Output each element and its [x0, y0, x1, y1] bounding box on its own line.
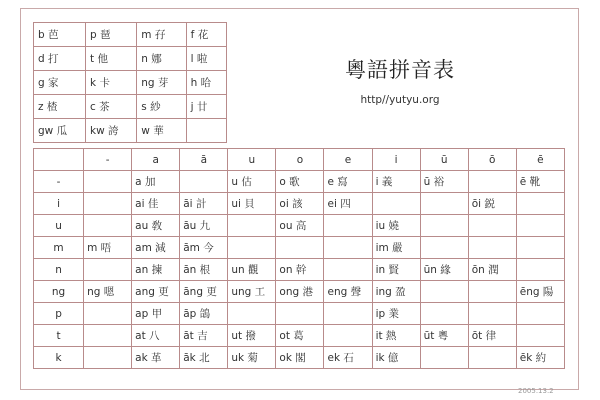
final-header-cell: -: [84, 149, 132, 171]
initial-cell: s 紗: [137, 95, 186, 119]
final-cell: [276, 303, 324, 325]
initial-cell: k 卡: [86, 71, 137, 95]
final-cell: am 減: [132, 237, 180, 259]
final-cell: iu 嬈: [372, 215, 420, 237]
finals-row: [34, 171, 565, 193]
final-cell: ōi 鋭: [468, 193, 516, 215]
final-cell: [516, 303, 564, 325]
final-cell: au 敎: [132, 215, 180, 237]
final-cell: [420, 347, 468, 369]
initial-cell: l 啦: [186, 47, 226, 71]
final-cell: i 義: [372, 171, 420, 193]
final-cell: un 觀: [228, 259, 276, 281]
final-cell: [324, 303, 372, 325]
final-cell: āu 九: [180, 215, 228, 237]
initial-cell: c 茶: [86, 95, 137, 119]
final-row-label: m: [34, 237, 84, 259]
final-cell: [84, 347, 132, 369]
final-row-label: i: [34, 193, 84, 215]
final-header-cell: i: [372, 149, 420, 171]
final-cell: [420, 215, 468, 237]
final-cell: āp 鴿: [180, 303, 228, 325]
final-cell: āi 計: [180, 193, 228, 215]
initial-cell: g 家: [34, 71, 86, 95]
final-cell: [228, 215, 276, 237]
finals-row: [34, 347, 565, 369]
final-cell: ōn 潤: [468, 259, 516, 281]
final-cell: m 唔: [84, 237, 132, 259]
final-cell: at 八: [132, 325, 180, 347]
final-cell: ei 四: [324, 193, 372, 215]
final-cell: [180, 171, 228, 193]
finals-row: [34, 193, 565, 215]
final-cell: [420, 303, 468, 325]
final-cell: ai 佳: [132, 193, 180, 215]
final-cell: [420, 237, 468, 259]
final-cell: u 估: [228, 171, 276, 193]
initial-cell: [186, 119, 226, 143]
final-cell: ik 億: [372, 347, 420, 369]
finals-row: [34, 281, 565, 303]
final-cell: uk 菊: [228, 347, 276, 369]
final-row-label: k: [34, 347, 84, 369]
initials-row: [34, 95, 227, 119]
final-cell: ōt 律: [468, 325, 516, 347]
final-cell: [84, 259, 132, 281]
final-cell: ak 革: [132, 347, 180, 369]
final-header-cell: ē: [516, 149, 564, 171]
final-row-label: ng: [34, 281, 84, 303]
final-row-label: n: [34, 259, 84, 281]
final-cell: ān 根: [180, 259, 228, 281]
final-cell: [516, 215, 564, 237]
initials-row: [34, 23, 227, 47]
initial-cell: w 華: [137, 119, 186, 143]
final-cell: ū 裕: [420, 171, 468, 193]
final-cell: [324, 325, 372, 347]
final-row-label: -: [34, 171, 84, 193]
initials-table: [33, 22, 227, 143]
final-cell: oi 該: [276, 193, 324, 215]
date-footnote: 2005.13.2: [518, 387, 554, 395]
finals-table: [33, 148, 565, 369]
final-cell: ēng 陽: [516, 281, 564, 303]
final-cell: [468, 171, 516, 193]
final-cell: [324, 237, 372, 259]
final-cell: ot 葛: [276, 325, 324, 347]
final-cell: a 加: [132, 171, 180, 193]
final-cell: [516, 237, 564, 259]
initial-cell: j 廿: [186, 95, 226, 119]
initial-cell: m 孖: [137, 23, 186, 47]
final-cell: [516, 259, 564, 281]
final-cell: [516, 325, 564, 347]
final-cell: ām 今: [180, 237, 228, 259]
initial-cell: f 花: [186, 23, 226, 47]
final-cell: it 熱: [372, 325, 420, 347]
initial-cell: ng 芽: [137, 71, 186, 95]
page-title: 粵語拼音表: [345, 58, 455, 82]
final-header-cell: [34, 149, 84, 171]
final-cell: [468, 237, 516, 259]
site-url: http//yutyu.org: [360, 94, 440, 106]
final-cell: [372, 193, 420, 215]
final-cell: on 幹: [276, 259, 324, 281]
final-cell: [468, 303, 516, 325]
initial-cell: p 琶: [86, 23, 137, 47]
final-cell: ūn 緣: [420, 259, 468, 281]
final-cell: [228, 303, 276, 325]
final-header-cell: ā: [180, 149, 228, 171]
final-cell: ap 甲: [132, 303, 180, 325]
final-cell: ut 撥: [228, 325, 276, 347]
final-header-cell: a: [132, 149, 180, 171]
final-cell: ou 高: [276, 215, 324, 237]
final-cell: [324, 215, 372, 237]
initial-cell: t 他: [86, 47, 137, 71]
final-cell: ek 石: [324, 347, 372, 369]
final-cell: [84, 193, 132, 215]
final-cell: [468, 347, 516, 369]
final-cell: ing 盈: [372, 281, 420, 303]
finals-row: [34, 237, 565, 259]
finals-row: [34, 259, 565, 281]
final-cell: ē 靴: [516, 171, 564, 193]
finals-row: [34, 303, 565, 325]
final-cell: [420, 281, 468, 303]
final-cell: [420, 193, 468, 215]
finals-row: [34, 215, 565, 237]
final-cell: ong 港: [276, 281, 324, 303]
final-cell: eng 聲: [324, 281, 372, 303]
final-cell: ung 工: [228, 281, 276, 303]
final-cell: o 歌: [276, 171, 324, 193]
initials-row: [34, 47, 227, 71]
final-header-cell: ū: [420, 149, 468, 171]
final-cell: im 嚴: [372, 237, 420, 259]
final-row-label: t: [34, 325, 84, 347]
initial-cell: kw 誇: [86, 119, 137, 143]
final-cell: ng 嗯: [84, 281, 132, 303]
final-cell: [228, 237, 276, 259]
final-cell: āng 更: [180, 281, 228, 303]
finals-header-row: [34, 149, 565, 171]
final-cell: [84, 303, 132, 325]
final-row-label: u: [34, 215, 84, 237]
final-cell: [468, 215, 516, 237]
final-cell: ok 閣: [276, 347, 324, 369]
initial-cell: z 楂: [34, 95, 86, 119]
final-cell: [84, 325, 132, 347]
final-cell: [84, 171, 132, 193]
finals-row: [34, 325, 565, 347]
final-cell: ui 貝: [228, 193, 276, 215]
final-header-cell: u: [228, 149, 276, 171]
final-cell: āt 吉: [180, 325, 228, 347]
final-cell: ang 更: [132, 281, 180, 303]
final-cell: an 揀: [132, 259, 180, 281]
final-cell: āk 北: [180, 347, 228, 369]
final-cell: ip 業: [372, 303, 420, 325]
initial-cell: gw 瓜: [34, 119, 86, 143]
final-cell: ēk 約: [516, 347, 564, 369]
initials-row: [34, 71, 227, 95]
final-cell: [468, 281, 516, 303]
initial-cell: b 芭: [34, 23, 86, 47]
initial-cell: d 打: [34, 47, 86, 71]
final-cell: [516, 193, 564, 215]
final-header-cell: ō: [468, 149, 516, 171]
final-cell: ūt 粵: [420, 325, 468, 347]
initial-cell: h 哈: [186, 71, 226, 95]
final-cell: [84, 215, 132, 237]
final-cell: [276, 237, 324, 259]
final-header-cell: o: [276, 149, 324, 171]
initials-row: [34, 119, 227, 143]
final-cell: [324, 259, 372, 281]
final-header-cell: e: [324, 149, 372, 171]
final-row-label: p: [34, 303, 84, 325]
final-cell: in 賢: [372, 259, 420, 281]
final-cell: e 寫: [324, 171, 372, 193]
initial-cell: n 娜: [137, 47, 186, 71]
